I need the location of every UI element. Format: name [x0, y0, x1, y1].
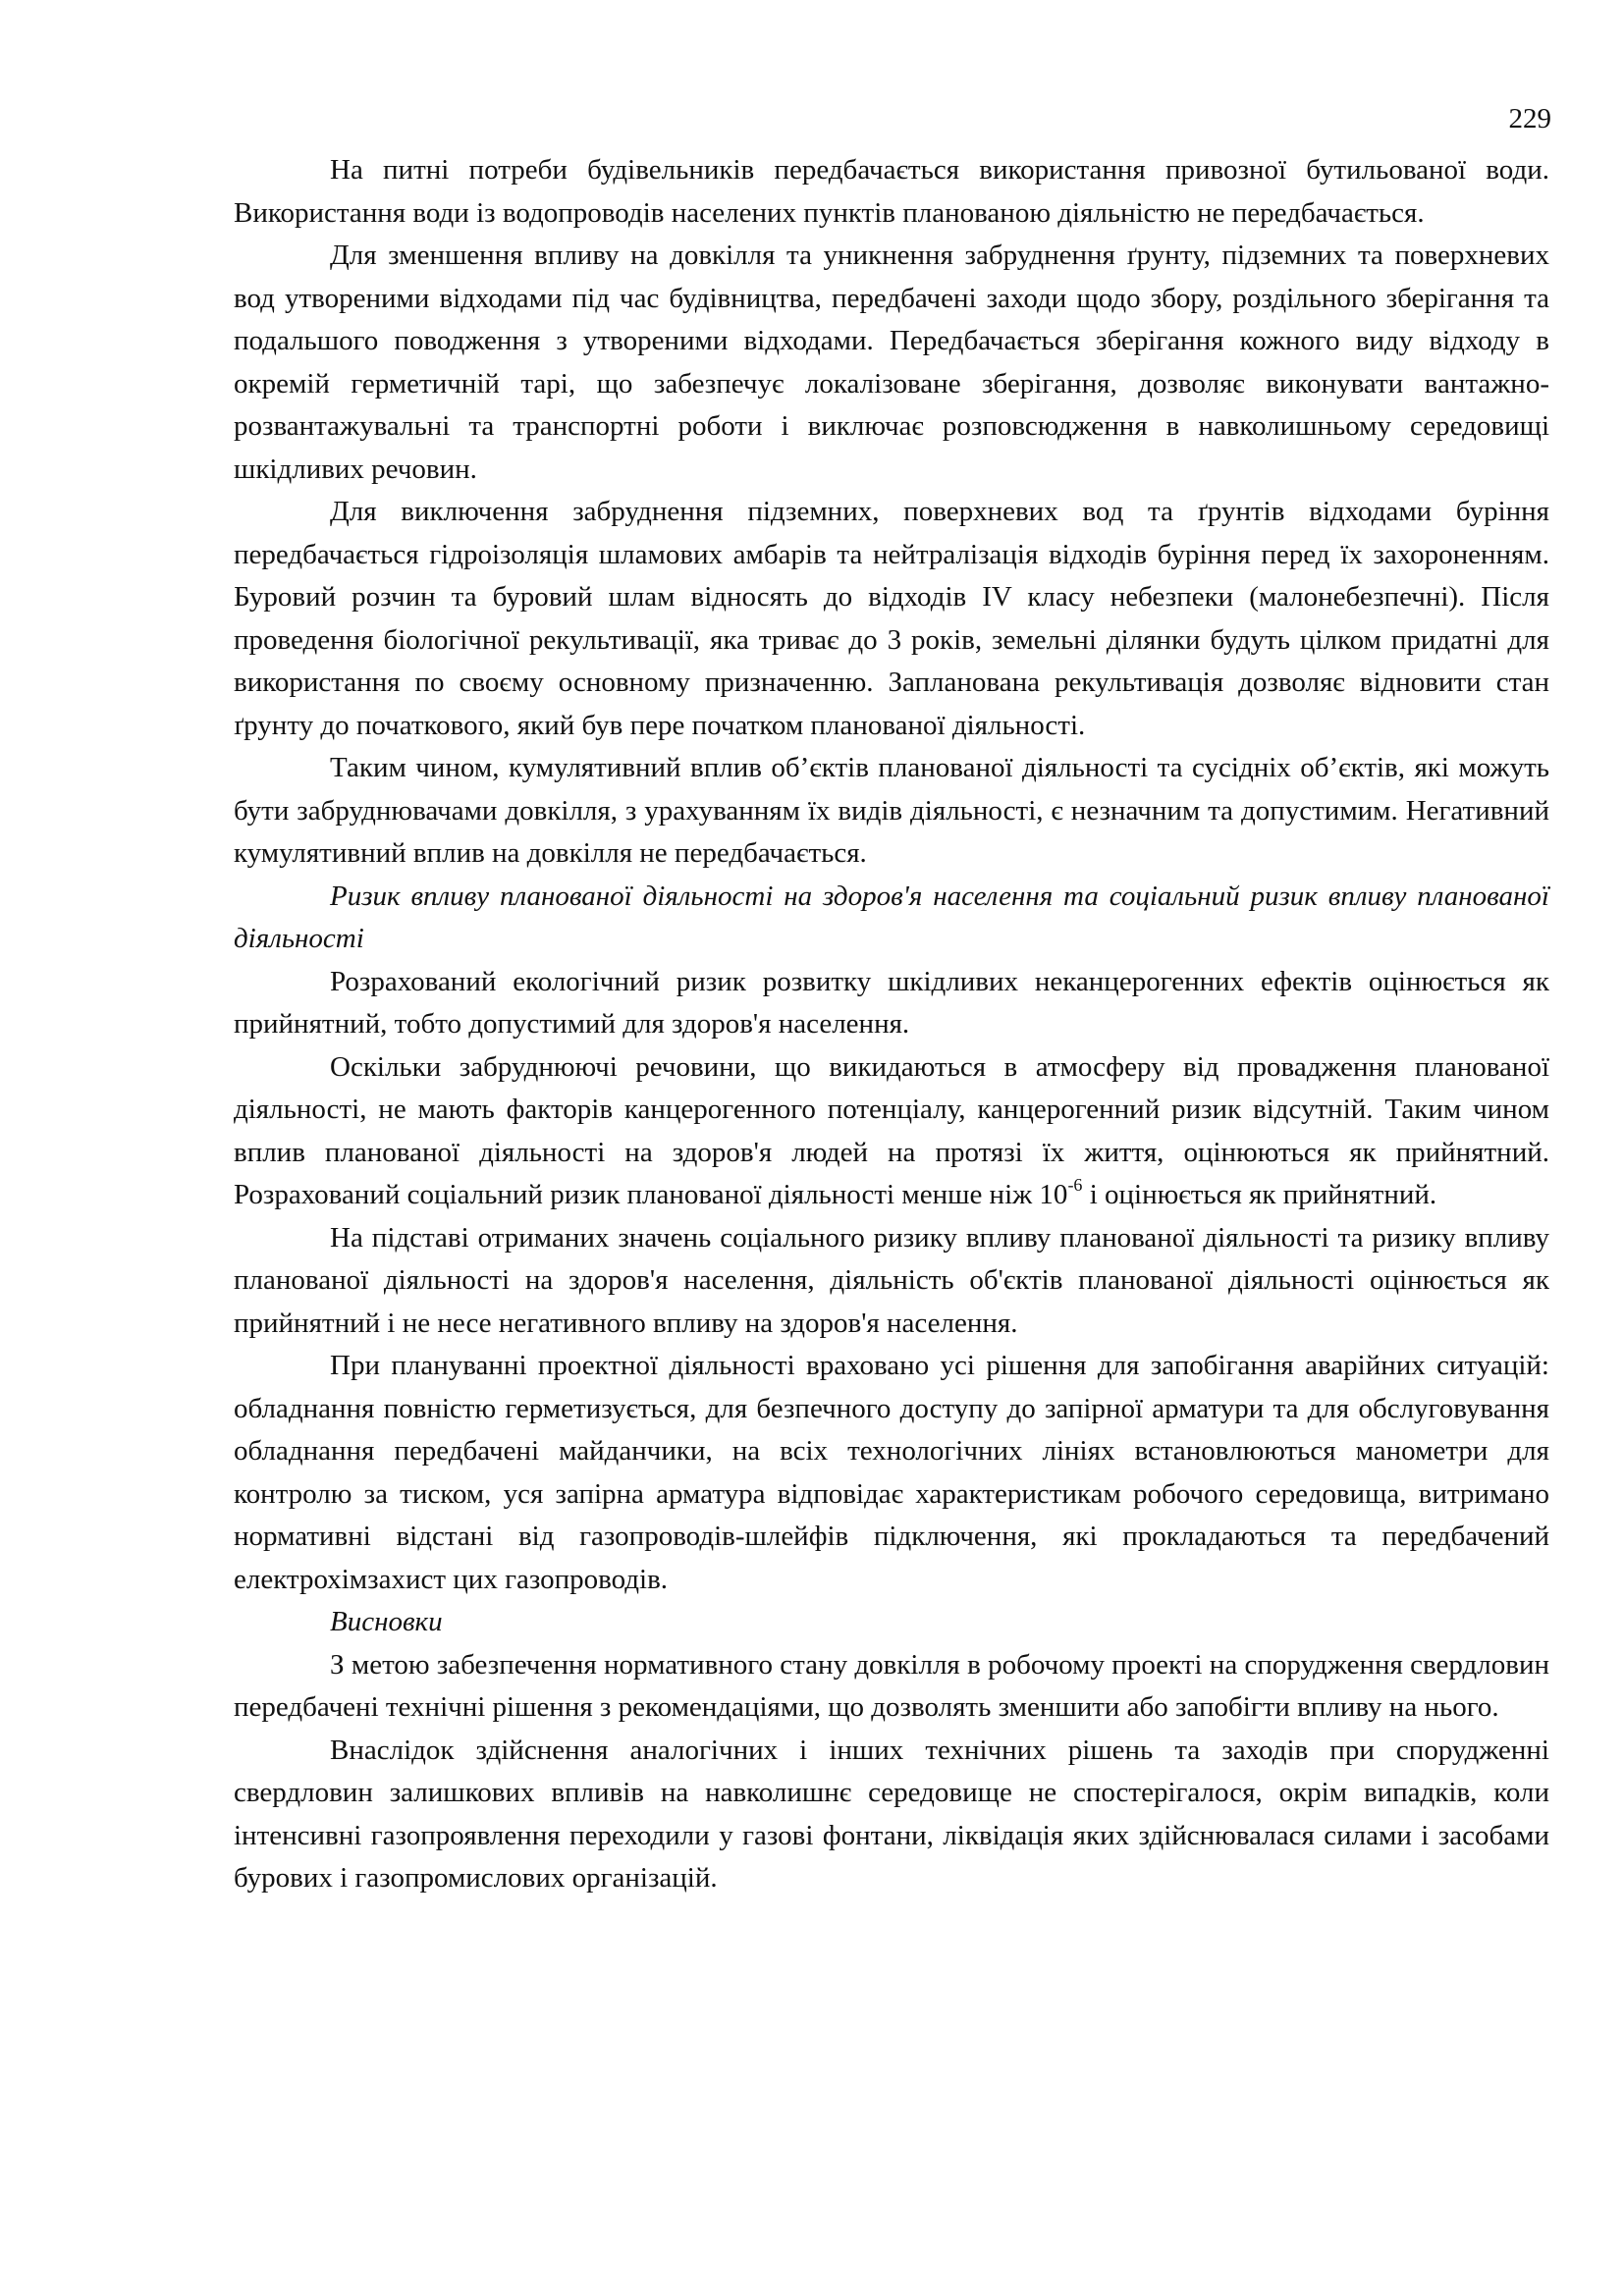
section-heading-conclusions: Висновки — [330, 1606, 443, 1637]
section-heading-health-risk: Ризик впливу планованої діяльності на здоров'я населення та соціальний ризик впливу планованої діяльності — [234, 880, 1549, 954]
paragraph-drinking-water: На питні потреби будівельників передбачається використання привозної бутильованої води. Використання води із водопроводів населених пунктів планованою діяльністю не передбачається. — [234, 154, 1549, 229]
paragraph-technical-solutions: З метою забезпечення нормативного стану довкілля в робочому проекті на спорудження свердловин передбачені технічні рішення з рекомендаціями, що дозволять зменшити або запобігти впливу на нього. — [234, 1648, 1549, 1723]
exponent-superscript: -6 — [1067, 1175, 1083, 1196]
carcinogenic-risk-text: Оскільки забруднюючі речовини, що викидаються в атмосферу від провадження планованої діяльності, не мають факторів канцерогенного потенціалу, канцерогенний ризик відсутній. Таким чином вплив планованої діяльності на здоров'я людей на протязі їх життя, оцінюються як прийнятний. Розрахований соціальний ризик планованої діяльності менше ніж 10 — [234, 1050, 1549, 1210]
paragraph-drilling-waste: Для виключення забруднення підземних, поверхневих вод та ґрунтів відходами буріння передбачається гідроізоляція шламових амбарів та нейтралізація відходів буріння перед їх захороненням. Буровий розчин та буровий шлам відносять до відходів IV класу небезпеки (малонебезпечні). Після проведення біологічної рекультивації, яка триває до 3 років, земельні ділянки будуть цілком придатні для використання по своєму основному призначенню. Запланована рекультивація дозволяє відновити стан ґрунту до початкового, який був пере початком планованої діяльності. — [234, 496, 1549, 741]
paragraph-waste-storage: Для зменшення впливу на довкілля та уникнення забруднення ґрунту, підземних та поверхневих вод утвореними відходами під час будівництва, передбачені заходи щодо збору, роздільного зберігання та подальшого поводження з утвореними відходами. Передбачається зберігання кожного виду відходу в окремій герметичній тарі, що забезпечує локалізоване зберігання, дозволяє виконувати вантажно-розвантажувальні та транспортні роботи і виключає розповсюдження в навколишньому середовищі шкідливих речовин. — [234, 240, 1549, 485]
paragraph-residual-impacts: Внаслідок здійснення аналогічних і інших технічних рішень та заходів при спорудженні свердловин залишкових впливів на навколишнє середовище не спостерігалося, окрім випадків, коли інтенсивні газопроявлення переходили у газові фонтани, ліквідація яких здійснювалася силами і засобами бурових і газопромислових організацій. — [234, 1734, 1549, 1894]
paragraph-social-risk: На підставі отриманих значень соціального ризику впливу планованої діяльності та ризику впливу планованої діяльності на здоров'я населення, діяльність об'єктів планованої діяльності оцінюється як прийнятний і не несе негативного впливу на здоров'я населення. — [234, 1221, 1549, 1339]
paragraph-ecological-risk: Розрахований екологічний ризик розвитку шкідливих неканцерогенних ефектів оцінюється як прийнятний, тобто допустимий для здоров'я населення. — [234, 965, 1549, 1040]
document-body — [234, 149, 1549, 1900]
paragraph-carcinogenic-risk — [234, 1046, 1549, 1217]
page-number: 229 — [1508, 103, 1551, 134]
carcinogenic-risk-text-end: і оцінюється як прийнятний. — [1082, 1179, 1437, 1210]
paragraph-emergency-prevention: При плануванні проектної діяльності враховано усі рішення для запобігання аварійних ситуацій: обладнання повністю герметизується, для безпечного доступу до запірної арматури та для обслуговування обладнання передбачені майданчики, на всіх технологічних лініях встановлюються манометри для контролю за тиском, уся запірна арматура відповідає характеристикам робочого середовища, витримано нормативні відстані від газопроводів-шлейфів підключення, які прокладаються та передбачений електрохімзахист цих газопроводів. — [234, 1350, 1549, 1595]
paragraph-cumulative-impact: Таким чином, кумулятивний вплив об’єктів планованої діяльності та сусідніх об’єктів, які можуть бути забруднювачами довкілля, з урахуванням їх видів діяльності, є незначним та допустимим. Негативний кумулятивний вплив на довкілля не передбачається. — [234, 752, 1549, 869]
